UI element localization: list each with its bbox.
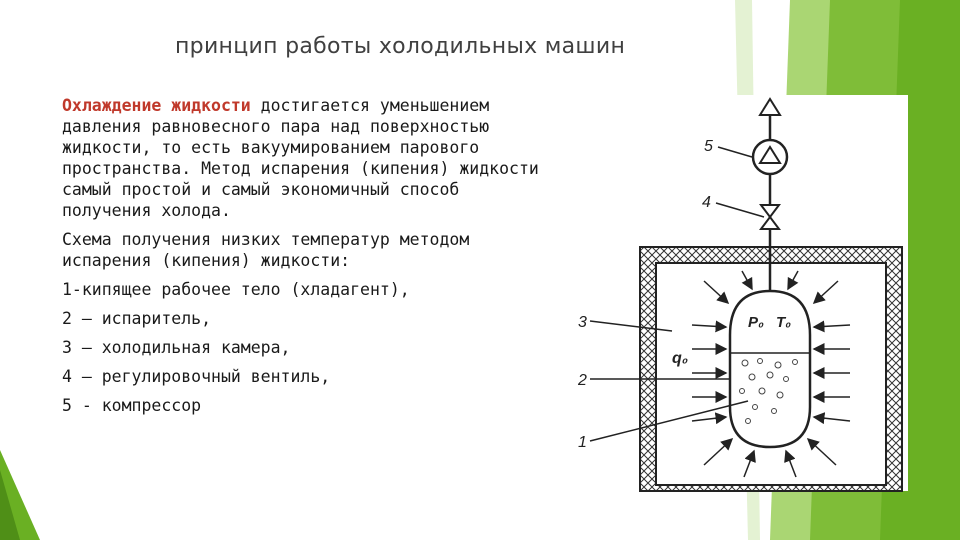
list-item: 5 - компрессор xyxy=(62,396,202,415)
paragraph-1 xyxy=(62,95,542,221)
label-4: 4 xyxy=(702,194,711,211)
list-item: 3 – холодильная камера, xyxy=(62,338,291,357)
list-item: 2 – испаритель, xyxy=(62,309,212,328)
compressor-icon xyxy=(753,140,787,174)
evaporator-vessel xyxy=(730,291,810,447)
paragraph-2: Схема получения низких температур методом испарения (кипения) жидкости: xyxy=(62,230,470,270)
paragraph-1-rest: достигается уменьшением давления равновесного пара над поверхностью жидкости, то есть вакуумированием парового пространства. Метод испарения (кипения) жидкости самый простой и самый экономичный способ получения холода. xyxy=(62,96,539,220)
label-q0: q₀ xyxy=(672,350,689,367)
label-2: 2 xyxy=(578,372,587,389)
list-item: 1-кипящее рабочее тело (хладагент), xyxy=(62,280,410,299)
highlight-text: Охлаждение жидкости xyxy=(62,96,251,115)
refrigeration-diagram xyxy=(580,95,908,491)
label-5: 5 xyxy=(704,138,713,155)
label-p0: P₀ xyxy=(748,314,764,331)
label-1: 1 xyxy=(578,434,587,451)
slide-title: принцип работы холодильных машин xyxy=(175,34,626,59)
list-item: 4 – регулировочный вентиль, xyxy=(62,367,331,386)
slide-body xyxy=(62,95,542,424)
label-3: 3 xyxy=(578,314,587,331)
label-t0: T₀ xyxy=(776,314,792,331)
